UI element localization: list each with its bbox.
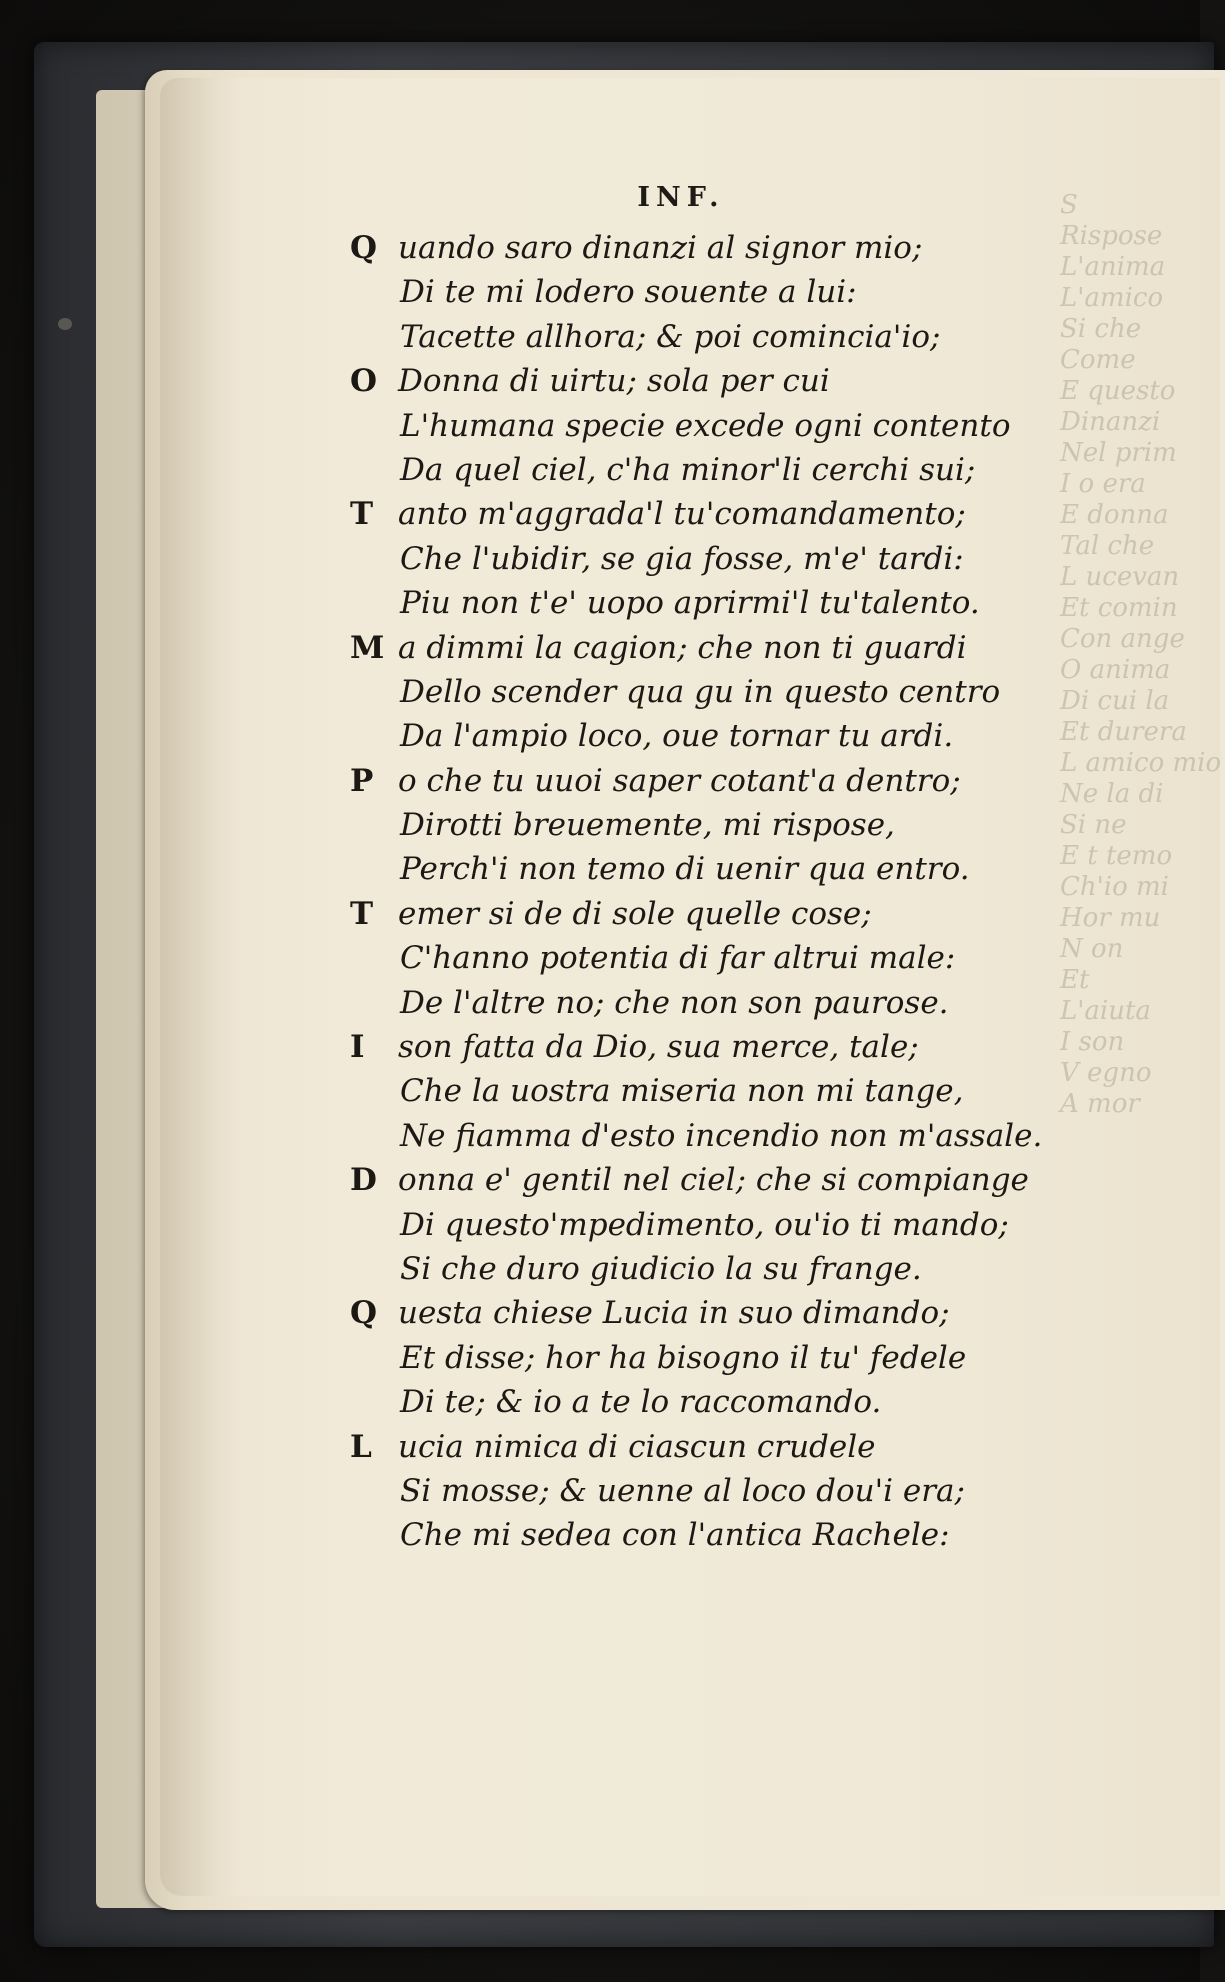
bleed-through-line: I son [1060, 1027, 1125, 1057]
bleed-through-line: S [1060, 190, 1078, 220]
running-head: INF. [637, 182, 725, 213]
verse-text: a dimmi la cagion; che non ti guardi [398, 629, 967, 666]
verse-initial: T [350, 496, 374, 533]
verse-text: C'hanno potentia di far altrui male: [400, 940, 956, 977]
verse-initial: Q [350, 1295, 378, 1332]
verse-line [350, 315, 1030, 359]
verse-text: Ne fiamma d'esto incendio non m'assale. [400, 1117, 1043, 1154]
verse-line [350, 1158, 1030, 1202]
verse-line [350, 1069, 1030, 1113]
bleed-through-line: Con ange [1060, 624, 1185, 654]
bleed-through-line: L'amico [1060, 283, 1164, 313]
verse-line [350, 537, 1030, 581]
bleed-through-line: Hor mu [1060, 903, 1161, 933]
bleed-through-line: Et comin [1060, 593, 1178, 623]
verse-line [350, 492, 1030, 536]
bleed-through-line: Come [1060, 345, 1136, 375]
bleed-through-line: E t temo [1060, 841, 1173, 871]
verse-line [350, 847, 1030, 891]
verse-text: Di questo'mpedimento, ou'io ti mando; [400, 1206, 1009, 1243]
verse-text: Dirotti breuemente, mi rispose, [400, 807, 895, 844]
bleed-through-line: E questo [1060, 376, 1176, 406]
verse-text: Si mosse; & uenne al loco dou'i era; [400, 1472, 965, 1509]
bleed-through-line: Rispose [1060, 221, 1163, 251]
verse-text: o che tu uuoi saper cotant'a dentro; [398, 762, 961, 799]
verse-text: Che mi sedea con l'antica Rachele: [400, 1517, 950, 1554]
bleed-through-line: Di cui la [1060, 686, 1170, 716]
verse-text: Dello scender qua gu in questo centro [400, 673, 1001, 710]
bleed-through-line: Si che [1060, 314, 1142, 344]
verse-text: Di te mi lodero souente a lui: [400, 274, 857, 311]
bleed-through-line: E donna [1060, 500, 1169, 530]
verse-text: Donna di uirtu; sola per cui [398, 363, 830, 400]
verse-line [350, 448, 1030, 492]
bleed-through-line: Et [1060, 965, 1090, 995]
bleed-through-line: Dinanzi [1060, 407, 1161, 437]
verse-line [350, 1513, 1030, 1557]
verse-text: uando saro dinanzi al signor mio; [398, 230, 923, 266]
verse-text: Che l'ubidir, se gia fosse, m'e' tardi: [400, 540, 964, 577]
bleed-through-line: I o era [1060, 469, 1146, 499]
verse-line [350, 714, 1030, 758]
verse-text: Tacette allhora; & poi comincia'io; [400, 318, 941, 355]
verse-line [350, 803, 1030, 847]
verse-text: Et disse; hor ha bisogno il tu' fedele [400, 1339, 967, 1376]
verse-line [350, 581, 1030, 625]
verse-line [350, 1025, 1030, 1069]
verse-text: ucia nimica di ciascun crudele [398, 1428, 876, 1465]
verse-line [350, 1425, 1030, 1469]
bleed-through-line: Ch'io mi [1060, 872, 1169, 902]
verse-text: Da quel ciel, c'ha minor'li cerchi sui; [400, 451, 976, 488]
verse-line [350, 981, 1030, 1025]
verse-text: uesta chiese Lucia in suo dimando; [398, 1295, 950, 1332]
bleed-through-line: L'aiuta [1060, 996, 1151, 1026]
verse-line [350, 1469, 1030, 1513]
verse-text: onna e' gentil nel ciel; che si compiange [398, 1162, 1029, 1199]
verse-line [350, 359, 1030, 403]
verse-line [350, 670, 1030, 714]
verse-line [350, 759, 1030, 803]
verse-line [350, 936, 1030, 980]
verse-text: Da l'ampio loco, oue tornar tu ardi. [400, 718, 954, 755]
bleed-through-line: Nel prim [1060, 438, 1177, 468]
verse-initial: Q [350, 230, 378, 266]
verse-initial: O [350, 363, 378, 400]
bleed-through-line: Ne la di [1060, 779, 1164, 809]
verse-line [350, 1203, 1030, 1247]
verse-initial: L [350, 1428, 372, 1465]
verse-text: anto m'aggrada'l tu'comandamento; [398, 496, 966, 533]
bleed-through-line: L amico mio [1060, 748, 1222, 778]
bleed-through-line: A mor [1060, 1089, 1140, 1119]
verse-block [350, 226, 1043, 1558]
verse-line [350, 1291, 1030, 1335]
verse-line [350, 1380, 1030, 1424]
verse-line [350, 270, 1030, 314]
verse-line [350, 626, 1030, 670]
verse-text: L'humana specie excede ogni contento [400, 407, 1011, 444]
verse-text: Perch'i non temo di uenir qua entro. [400, 851, 970, 888]
verse-text: emer si de di sole quelle cose; [398, 895, 872, 932]
bleed-through-line: V egno [1060, 1058, 1152, 1088]
verse-initial: P [350, 762, 374, 799]
bleed-through-line: Si ne [1060, 810, 1127, 840]
verse-text: Che la uostra miseria non mi tange, [400, 1073, 964, 1110]
cover-stud [58, 318, 72, 330]
verse-line [350, 892, 1030, 936]
verse-line [350, 404, 1030, 448]
bleed-through-line: L ucevan [1060, 562, 1180, 592]
verse-text: Si che duro giudicio la su frange. [400, 1250, 922, 1287]
verse-line [350, 1114, 1043, 1158]
verse-initial: T [350, 895, 374, 932]
verse-text: De l'altre no; che non son paurose. [400, 984, 949, 1021]
verse-line [350, 1336, 1030, 1380]
bleed-through-line: Et durera [1060, 717, 1187, 747]
verse-initial: I [350, 1029, 365, 1066]
bleed-through-line: L'anima [1060, 252, 1166, 282]
verse-text: Piu non t'e' uopo aprirmi'l tu'talento. [400, 585, 980, 622]
bleed-through-line: N on [1060, 934, 1124, 964]
verse-text: son fatta da Dio, sua merce, tale; [398, 1029, 919, 1066]
bleed-through-line: O anima [1060, 655, 1171, 685]
verse-line [350, 1247, 1030, 1291]
verse-text: Di te; & io a te lo raccomando. [400, 1384, 882, 1421]
verse-initial: D [350, 1162, 377, 1199]
verse-line [350, 226, 1030, 270]
bleed-through-line: Tal che [1060, 531, 1155, 561]
verse-initial: M [350, 629, 385, 666]
bleed-through-text [1060, 190, 1222, 1120]
